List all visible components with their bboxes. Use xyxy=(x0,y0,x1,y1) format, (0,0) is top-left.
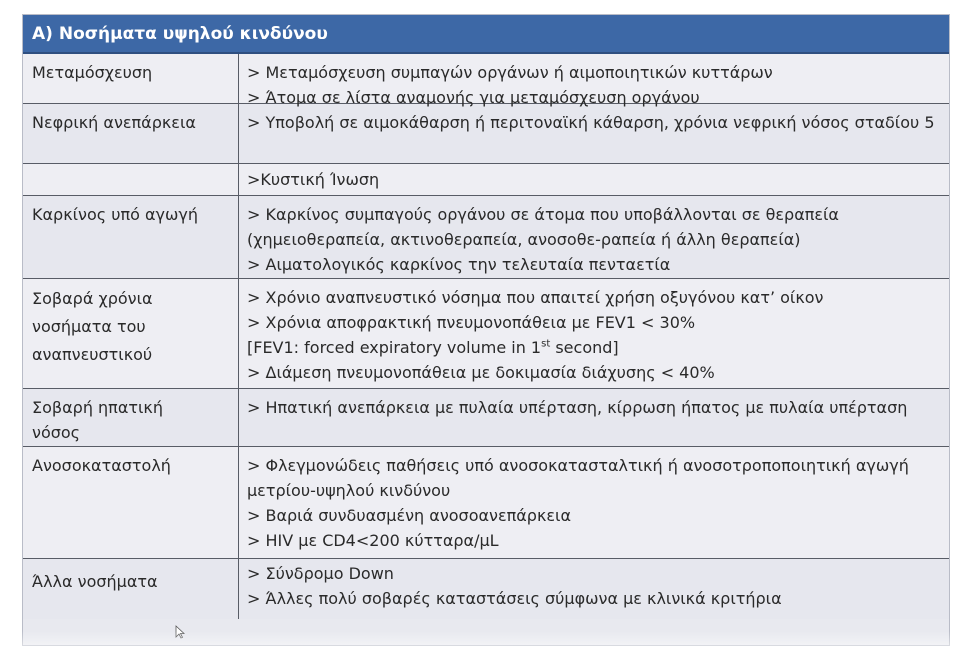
detail-line: > Διάμεση πνευμονοπάθεια με δοκιμασία διάχυσης < 40% xyxy=(247,363,715,382)
detail-line: > Ηπατική ανεπάρκεια με πυλαία υπέρταση, κίρρωση ήπατος με πυλαία υπέρταση xyxy=(247,398,908,417)
row-details xyxy=(239,104,949,163)
row-category: Νεφρική ανεπάρκεια xyxy=(23,104,239,163)
row-category-text: Σοβαρή ηπατική νόσος xyxy=(32,398,163,442)
row-category-text: Σοβαρά χρόνια νοσήματα του αναπνευστικού xyxy=(32,289,153,364)
table-row xyxy=(23,196,949,279)
row-details xyxy=(239,164,949,195)
detail-line: > Βαριά συνδυασμένη ανοσοανεπάρκεια xyxy=(247,506,571,525)
row-details xyxy=(239,389,949,446)
table-row xyxy=(23,279,949,389)
table-row xyxy=(23,447,949,559)
fev-note-text: [FEV1: forced expiratory volume in 1 xyxy=(247,338,542,357)
row-category: Καρκίνος υπό αγωγή xyxy=(23,196,239,278)
row-category: Μεταμόσχευση xyxy=(23,54,239,103)
row-details xyxy=(239,279,949,388)
mouse-pointer-icon xyxy=(175,625,185,639)
row-category xyxy=(23,279,239,388)
detail-line: >Κυστική Ίνωση xyxy=(247,170,380,189)
table-row xyxy=(23,104,949,164)
detail-line: > Υποβολή σε αιμοκάθαρση ή περιτοναϊκή κάθαρση, χρόνια νεφρική νόσος σταδίου 5 xyxy=(247,113,935,132)
detail-line: > Άλλες πολύ σοβαρές καταστάσεις σύμφωνα με κλινικά κριτήρια xyxy=(247,589,782,608)
detail-line: > Χρόνια αποφρακτική πνευμονοπάθεια με FEV1 < 30% xyxy=(247,313,696,332)
table-title: Α) Νοσήματα υψηλού κινδύνου xyxy=(23,15,949,54)
table-row xyxy=(23,559,949,619)
detail-line: > Άτομα σε λίστα αναμονής για μεταμόσχευση οργάνου xyxy=(247,88,700,107)
detail-line: > Καρκίνος συμπαγούς οργάνου σε άτομα που υποβάλλονται σε θεραπεία (χημειοθεραπεία, ακτινοθεραπεία, ανοσοθε-ραπεία ή άλλη θεραπεία) xyxy=(247,205,839,249)
fev-note xyxy=(247,335,941,360)
detail-line: > Σύνδρομο Down xyxy=(247,564,394,583)
table-row xyxy=(23,389,949,447)
row-category: Άλλα νοσήματα xyxy=(23,559,239,619)
table-row xyxy=(23,54,949,107)
row-category xyxy=(23,389,239,446)
detail-line: > Αιματολογικός καρκίνος την τελευταία πενταετία xyxy=(247,255,671,274)
detail-line: > Μεταμόσχευση συμπαγών οργάνων ή αιμοποιητικών κυττάρων xyxy=(247,63,773,82)
detail-line: > Φλεγμονώδεις παθήσεις υπό ανοσοκατασταλτική ή ανοσοτροποποιητική αγωγή μετρίου-υψηλού κινδύνου xyxy=(247,456,909,500)
row-details xyxy=(239,196,949,278)
high-risk-table xyxy=(22,14,950,646)
row-details xyxy=(239,54,949,107)
detail-line: > Χρόνιο αναπνευστικό νόσημα που απαιτεί χρήση οξυγόνου κατ’ οίκον xyxy=(247,288,824,307)
row-details xyxy=(239,559,949,619)
table-row xyxy=(23,164,949,196)
row-category: Ανοσοκαταστολή xyxy=(23,447,239,558)
row-details xyxy=(239,447,949,558)
detail-line: > HIV με CD4<200 κύτταρα/μL xyxy=(247,531,499,550)
fev-note-sup: st xyxy=(541,338,551,350)
row-category xyxy=(23,164,239,195)
fev-note-tail: second] xyxy=(550,338,619,357)
